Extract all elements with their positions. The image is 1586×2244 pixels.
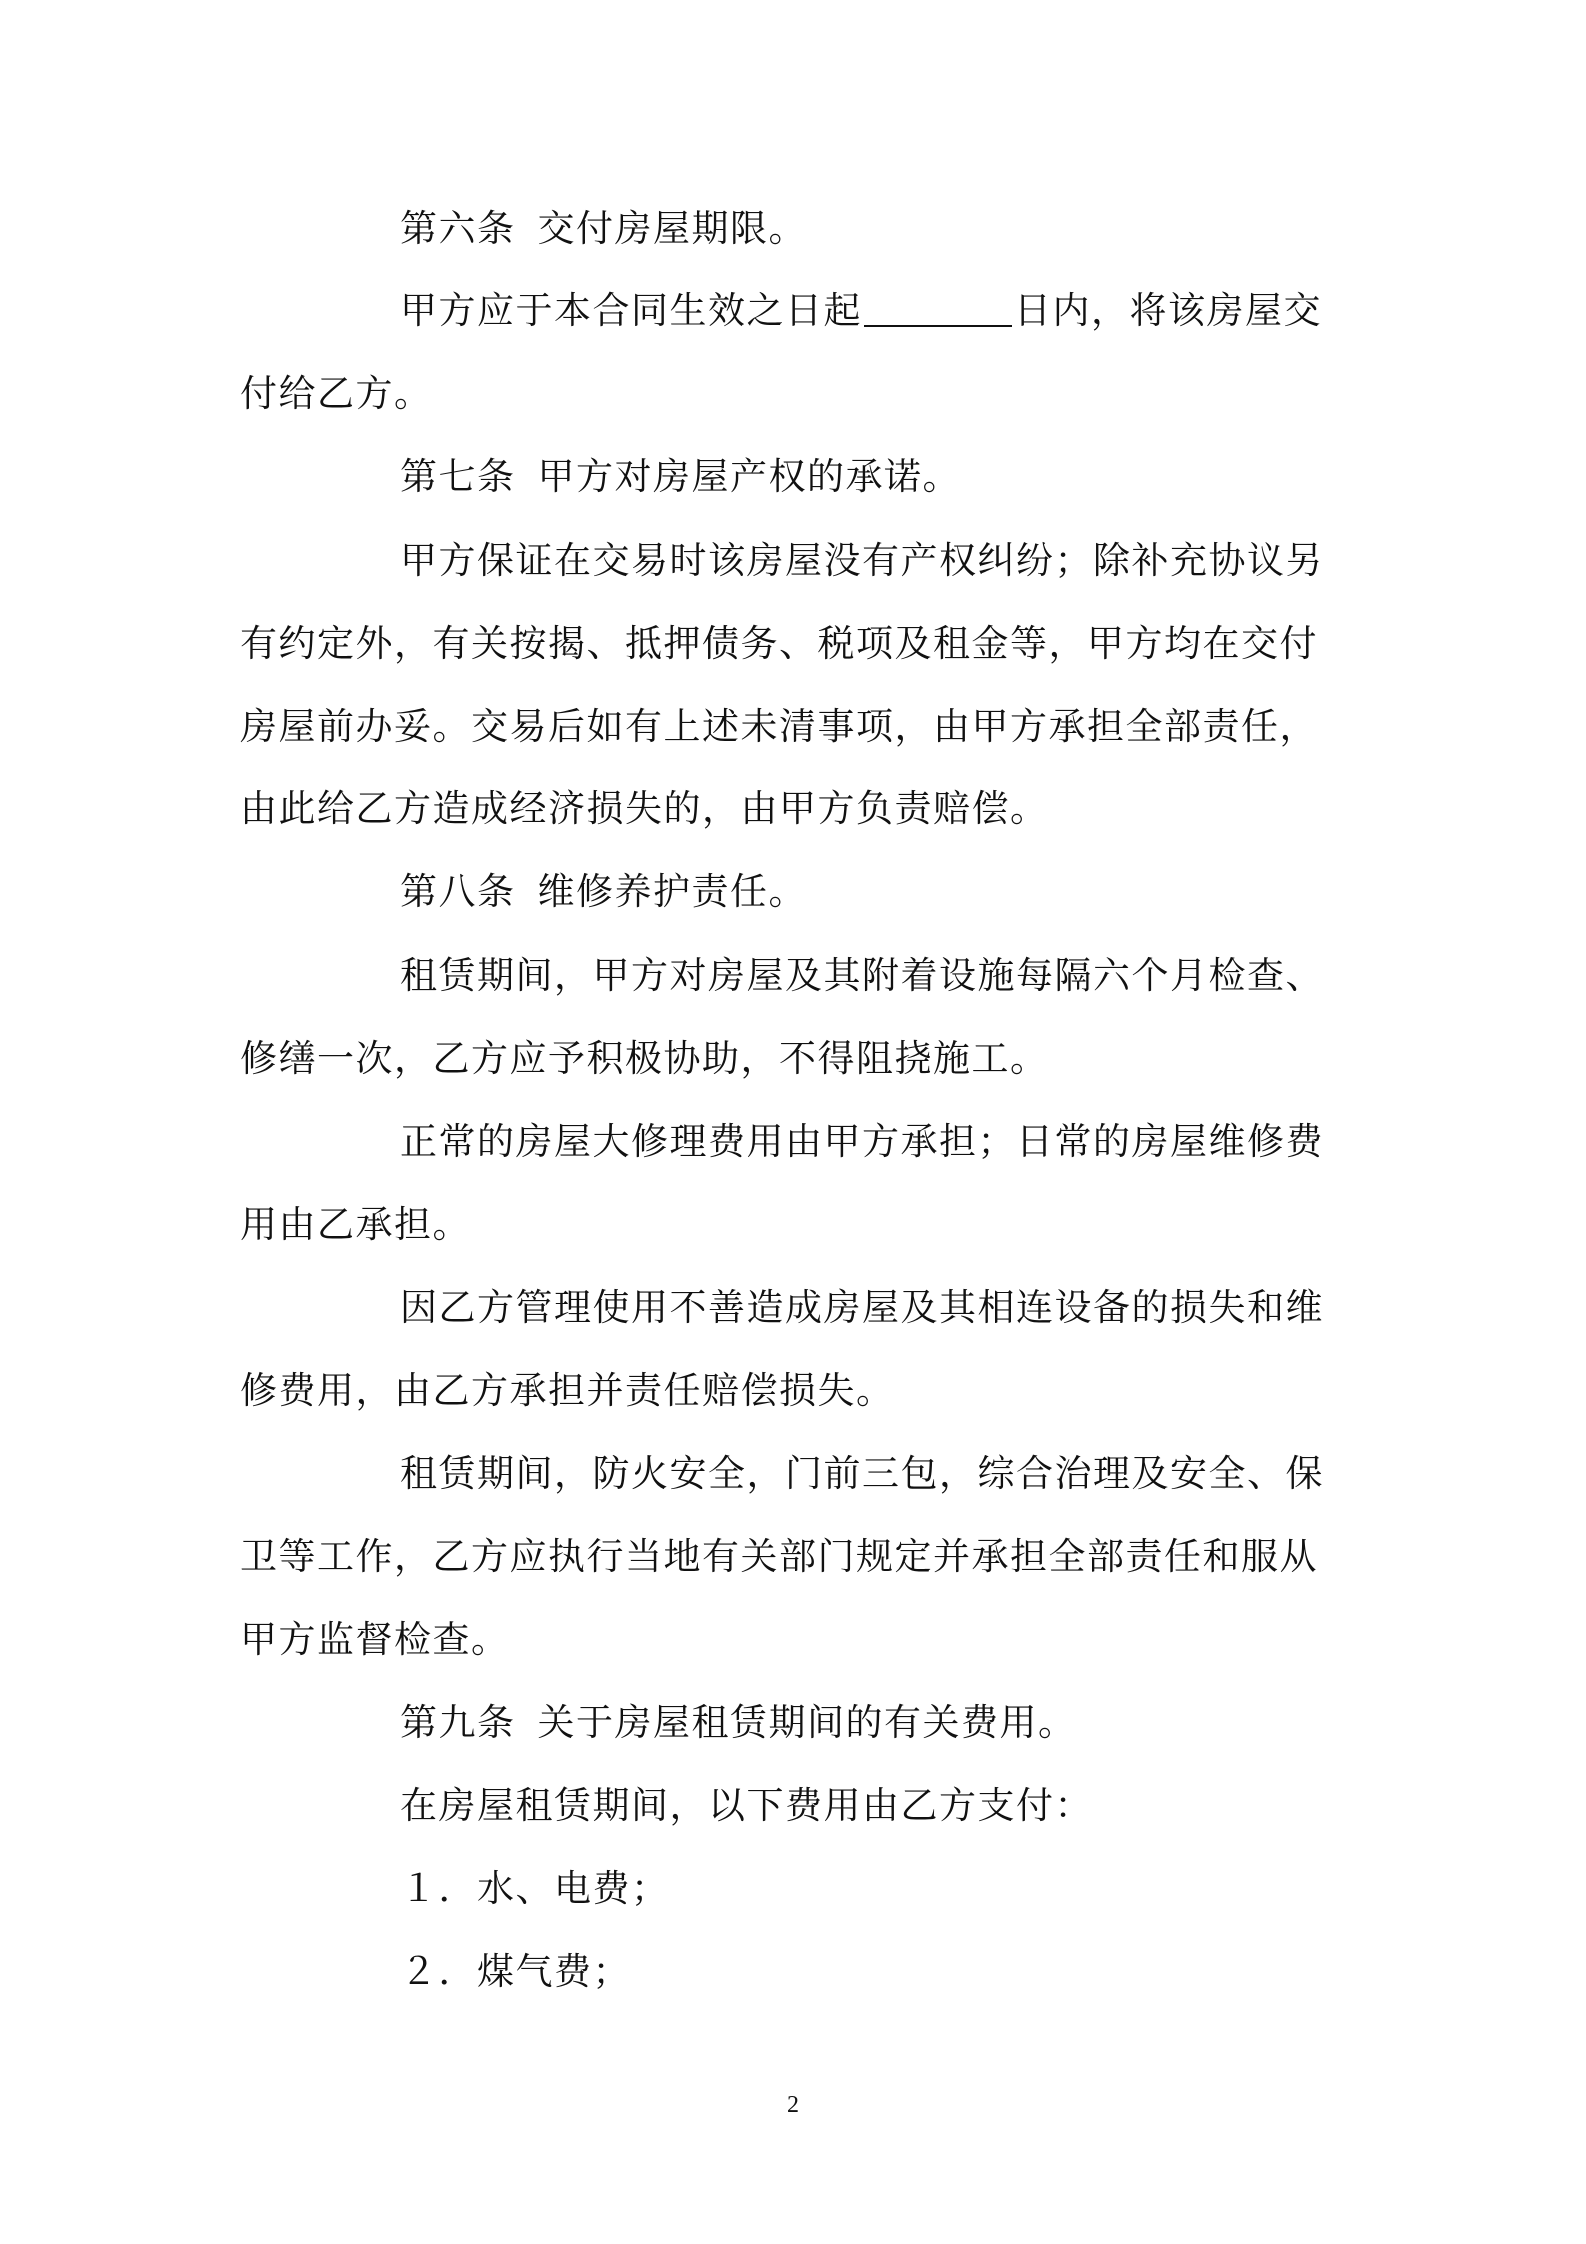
days-blank-field (864, 293, 1012, 327)
article9-intro: 在房屋租赁期间，以下费用由乙方支付： (400, 1784, 1093, 1827)
article9-title: 关于房屋租赁期间的有关费用。 (537, 1701, 1077, 1744)
article6-title: 交付房屋期限。 (537, 207, 807, 250)
article7-line2: 有约定外，有关按揭、抵押债务、税项及租金等，甲方均在交付 (240, 622, 1318, 665)
article6-paragraph-line1 (400, 285, 1322, 337)
article9-list-item-1: １．水、电费； (400, 1867, 670, 1910)
article7-title: 甲方对房屋产权的承诺。 (537, 455, 961, 498)
article8-heading (400, 866, 807, 918)
article8-p1-line1: 租赁期间，甲方对房屋及其附着设施每隔六个月检查、 (400, 954, 1324, 997)
article8-p2-line2: 用由乙承担。 (240, 1203, 471, 1246)
article6-number: 第六条 (400, 207, 516, 250)
article9-number: 第九条 (400, 1701, 516, 1744)
article6-text-after-blank: 日内，将该房屋交 (1014, 289, 1322, 332)
article7-line1: 甲方保证在交易时该房屋没有产权纠纷；除补充协议另 (400, 539, 1324, 582)
article8-number: 第八条 (400, 870, 516, 913)
article9-list-item-2: ２．煤气费； (400, 1950, 631, 1993)
article8-p4-line1: 租赁期间，防火安全，门前三包，综合治理及安全、保 (400, 1452, 1324, 1495)
article9-heading (400, 1697, 1077, 1749)
article7-line3: 房屋前办妥。交易后如有上述未清事项，由甲方承担全部责任， (240, 705, 1318, 748)
article6-paragraph-line2: 付给乙方。 (240, 372, 433, 415)
article8-p3-line1: 因乙方管理使用不善造成房屋及其相连设备的损失和维 (400, 1286, 1324, 1329)
article8-p1-line2: 修缮一次，乙方应予积极协助，不得阻挠施工。 (240, 1037, 1049, 1080)
article8-p4-line2: 卫等工作，乙方应执行当地有关部门规定并承担全部责任和服从 (240, 1535, 1318, 1578)
article7-heading (400, 451, 961, 503)
article8-p4-line3: 甲方监督检查。 (240, 1618, 510, 1661)
article8-p2-line1: 正常的房屋大修理费用由甲方承担；日常的房屋维修费 (400, 1120, 1324, 1163)
article8-title: 维修养护责任。 (537, 870, 807, 913)
article7-line4: 由此给乙方造成经济损失的，由甲方负责赔偿。 (240, 787, 1049, 830)
article6-text-before-blank: 甲方应于本合同生效之日起 (400, 289, 862, 332)
article6-heading (400, 203, 807, 255)
page-number: 2 (787, 2092, 799, 2118)
article7-number: 第七条 (400, 455, 516, 498)
article8-p3-line2: 修费用，由乙方承担并责任赔偿损失。 (240, 1369, 895, 1412)
